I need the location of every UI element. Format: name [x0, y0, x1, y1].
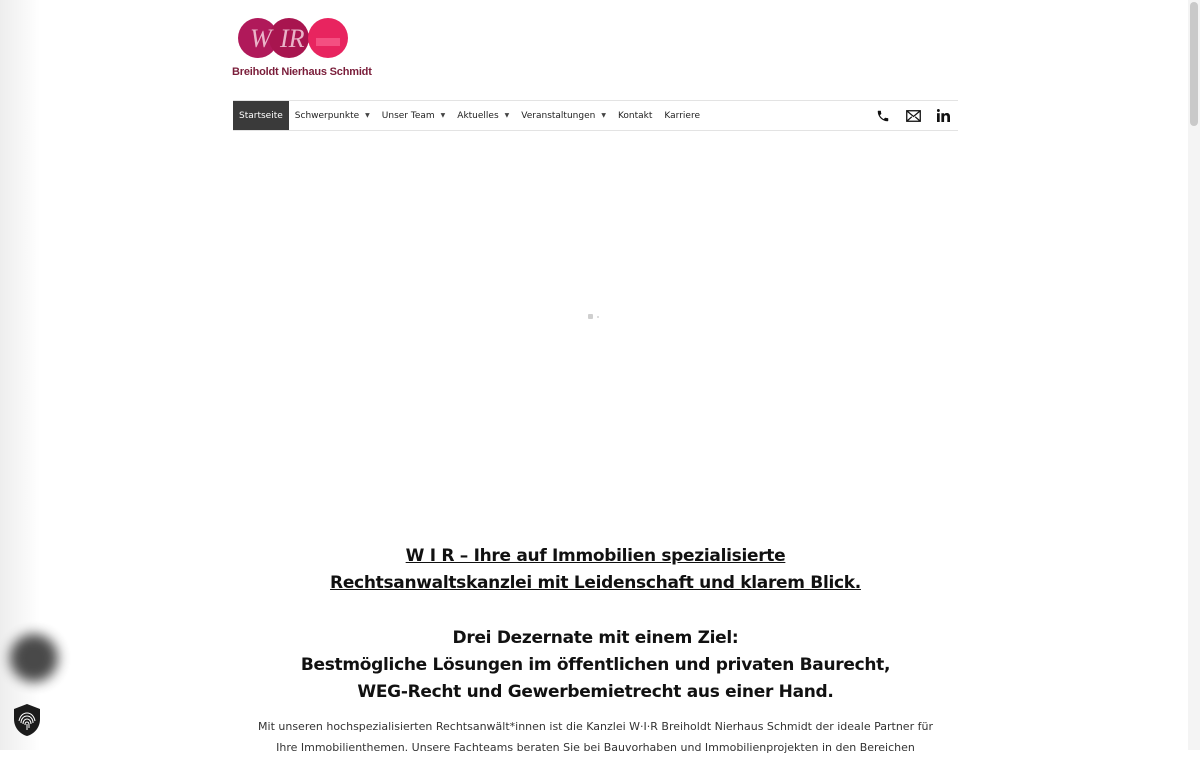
nav-item-label: Karriere: [664, 110, 700, 121]
headline-line: Rechtsanwaltskanzlei mit Leidenschaft und klarem Blick.: [330, 573, 861, 593]
logo-subtitle: Breiholdt Nierhaus Schmidt: [232, 66, 372, 78]
caret-down-icon: ▼: [440, 112, 446, 119]
nav-item-kontakt[interactable]: [612, 101, 658, 130]
body-line: Mit unseren hochspezialisierten Rechtsanwält*innen ist die Kanzlei W·I·R Breiholdt Nierhaus Schmidt der ideale Partner für: [258, 720, 933, 733]
nav-item-schwerpunkte[interactable]: [289, 101, 376, 130]
scrollbar-thumb[interactable]: [1190, 2, 1198, 126]
site-logo[interactable]: [232, 16, 372, 82]
caret-down-icon: ▼: [504, 112, 510, 119]
subhead-line: WEG-Recht und Gewerbemietrecht aus einer Hand.: [357, 682, 834, 702]
nav-item-label: Kontakt: [617, 110, 653, 121]
main-navigation: [233, 100, 958, 131]
nav-item-label: Schwerpunkte: [294, 110, 360, 121]
floating-chat-button[interactable]: [10, 634, 58, 682]
mail-icon[interactable]: [898, 101, 928, 130]
svg-text:W: W: [250, 24, 272, 53]
slider-loading-indicator: [588, 314, 593, 319]
fingerprint-privacy-icon[interactable]: [12, 703, 42, 737]
social-icons: [868, 101, 958, 130]
svg-text:IR: IR: [280, 24, 305, 53]
body-line: Ihre Immobilienthemen. Unsere Fachteams beraten Sie bei Bauvorhaben und Immobilienprojekten in den Bereichen: [276, 741, 915, 754]
vertical-scrollbar[interactable]: [1188, 0, 1200, 750]
caret-down-icon: ▼: [365, 112, 370, 119]
phone-icon[interactable]: [868, 101, 898, 130]
headline-line: W I R – Ihre auf Immobilien spezialisierte: [405, 546, 786, 566]
nav-item-label: Startseite: [239, 110, 283, 121]
nav-item-veranstaltungen[interactable]: [515, 101, 612, 130]
nav-item-aktuelles[interactable]: [451, 101, 515, 130]
intro-paragraph: [233, 716, 958, 758]
subhead-line: Drei Dezernate mit einem Ziel:: [452, 628, 739, 648]
caret-down-icon: ▼: [601, 112, 606, 119]
linkedin-icon[interactable]: [928, 101, 958, 130]
subhead-line: Bestmögliche Lösungen im öffentlichen und privaten Baurecht,: [300, 655, 891, 675]
slider-loading-dot: [597, 316, 599, 318]
page-headline: [233, 543, 958, 597]
nav-item-label: Aktuelles: [457, 110, 499, 121]
logo-mark: [232, 16, 362, 68]
nav-item-karriere[interactable]: [658, 101, 706, 130]
nav-item-label: Veranstaltungen: [521, 110, 596, 121]
nav-item-label: Unser Team: [381, 110, 435, 121]
nav-item-startseite[interactable]: [233, 101, 289, 130]
nav-item-unser-team[interactable]: [376, 101, 452, 130]
page-subheadline: [233, 625, 958, 706]
